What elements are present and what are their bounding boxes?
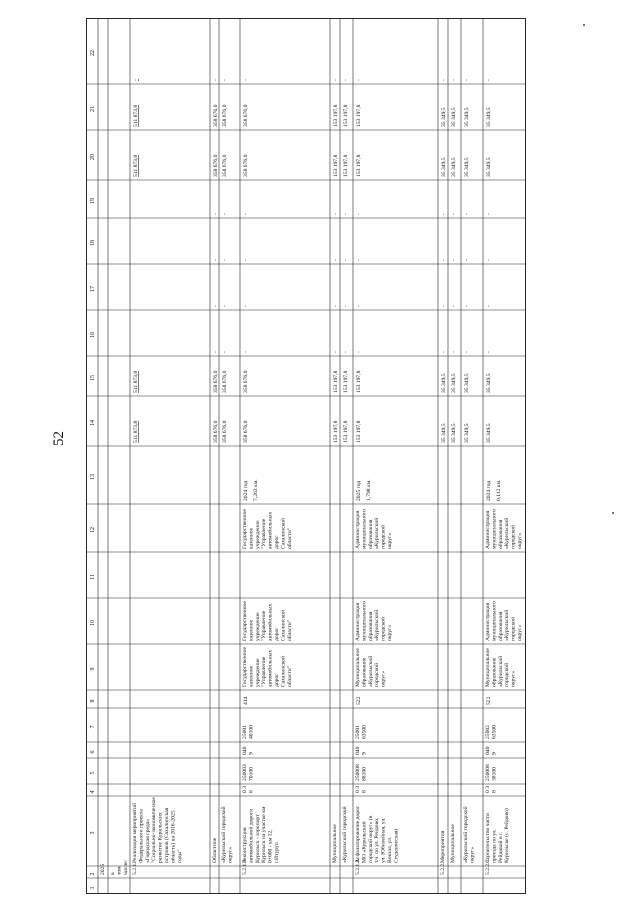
cell-c10: дорог: [274, 627, 280, 641]
cell-c3: годы": [176, 849, 183, 863]
cell-c20: 35 349,5: [486, 157, 492, 177]
column-number: 19: [90, 198, 96, 204]
cell-c7: 40100: [248, 725, 255, 739]
cell-c14: 358 676,0: [222, 420, 228, 443]
cell-c13-length: 0,112 км.: [496, 479, 502, 501]
column-number: 11: [90, 574, 96, 580]
cell-c12: автомобильных: [267, 511, 274, 549]
column-number: 17: [90, 286, 96, 292]
cell-c18: -: [222, 259, 228, 261]
budget-table: [86, 18, 526, 894]
column-number: 13: [90, 474, 96, 480]
cell-c9: образование: [491, 657, 498, 687]
cell-c17: -: [333, 305, 339, 307]
cell-c3: Курильске (с. Рейдово): [504, 808, 511, 863]
cell-c19: -: [464, 213, 470, 215]
cell-c20: 153 197,8: [343, 154, 349, 177]
column-number: 16: [90, 332, 96, 338]
cell-c10: округ»: [517, 624, 523, 641]
cell-c10: казенное: [248, 619, 255, 641]
cell-c16: -: [343, 351, 349, 353]
cell-c18: -: [451, 259, 457, 261]
cell-c15: 358 676,0: [222, 370, 228, 393]
cell-c17: -: [451, 305, 457, 307]
cell-c12: муниципального: [361, 509, 368, 549]
scan-speck: [583, 24, 585, 26]
cell-c7: 25001: [355, 725, 361, 739]
cell-c15: 153 197,8: [343, 370, 349, 393]
cell-c14: 153 197,8: [356, 420, 362, 443]
cell-c16: -: [333, 351, 339, 353]
cell-c3: «Городская среда»: [144, 819, 151, 863]
cell-c10: области": [286, 620, 293, 641]
cell-c3: Мероприятия: [440, 830, 446, 863]
cell-c12: муниципального: [491, 509, 498, 549]
cell-c13-year: 2024 год: [486, 480, 492, 501]
cell-c21: 35 349,5: [486, 107, 492, 127]
column-number: 20: [90, 154, 96, 160]
cell-c18: -: [343, 259, 349, 261]
column-number: 5: [90, 771, 96, 775]
cell-c14: 35 349,5: [451, 423, 457, 443]
cell-c17: -: [213, 305, 219, 307]
cell-c6: 9: [248, 752, 255, 755]
cell-c10: "Управление: [261, 610, 268, 641]
cell-c12: Администрация: [485, 510, 491, 549]
cell-c9: автомобильных: [267, 649, 274, 687]
cell-c22: -: [464, 79, 470, 81]
cell-c21: 358 676,0: [222, 104, 228, 127]
cell-c19: -: [243, 213, 249, 215]
cell-c12: городской: [380, 525, 387, 549]
cell-c3: Курильск - аэропорт: [254, 814, 261, 863]
column-number: 7: [90, 725, 96, 729]
column-number: 22: [90, 50, 96, 56]
cell-c9: городской: [504, 663, 511, 687]
cell-c18: -: [486, 259, 492, 261]
cell-c13-year: 2024 год: [243, 480, 249, 501]
cell-c22: -: [213, 79, 219, 81]
cell-c12: «Курильский: [374, 517, 381, 549]
cell-c9: учреждение: [254, 658, 261, 687]
cell-c9: «Курильский: [497, 655, 504, 687]
cell-c14: 35 349,5: [486, 423, 492, 443]
cell-c9: округ»: [510, 670, 517, 687]
cell-c3: г.Итуруп: [274, 842, 280, 863]
cell-c3: Муниципальное: [332, 824, 338, 863]
cell-c12: учреждение: [254, 520, 261, 549]
cell-c20: 153 197,8: [356, 154, 362, 177]
column-number: 10: [90, 620, 96, 626]
cell-c22: -: [333, 79, 339, 81]
column-number: 21: [90, 106, 96, 112]
cell-c21: 153 197,8: [333, 104, 339, 127]
cell-c17: -: [343, 305, 349, 307]
cell-c21: 35 349,5: [451, 107, 457, 127]
cell-c18: -: [356, 259, 362, 261]
cell-c3: «Курильский городской: [342, 806, 348, 863]
cell-c18: -: [333, 259, 339, 261]
cell-c2: числе:: [122, 859, 129, 875]
cell-c12: казенное: [248, 527, 255, 549]
cell-c21: 35 349,5: [441, 107, 447, 127]
cell-c4: 8: [361, 790, 368, 793]
cell-c16: -: [213, 351, 219, 353]
cell-c3: проезда по ул.: [491, 829, 498, 863]
cell-c12: «Курильский: [504, 517, 511, 549]
cell-c2: в: [110, 872, 116, 875]
cell-c3: Курильск на участке км: [261, 806, 268, 863]
cell-c16: -: [356, 351, 362, 353]
cell-c12: округ»: [517, 532, 523, 549]
cell-c16: -: [451, 351, 457, 353]
cell-c17: -: [464, 305, 470, 307]
cell-c13-length: 7,263 км.: [253, 479, 259, 501]
cell-c6: 040: [355, 746, 361, 755]
cell-c19: -: [343, 213, 349, 215]
cell-c3: Строительство части: [485, 813, 491, 863]
cell-c19: -: [441, 213, 447, 215]
cell-c3: МО «Курильский: [361, 821, 368, 863]
cell-c17: -: [356, 305, 362, 307]
cell-c4: 8: [248, 790, 255, 793]
scan-speck: [612, 512, 614, 514]
cell-c21: 358 676,0: [243, 104, 249, 127]
cell-c22: -: [486, 79, 492, 81]
cell-c3: Реализация мероприятий: [132, 803, 138, 863]
cell-c5: 250008: [485, 764, 491, 781]
cell-c20: 358 676,0: [222, 154, 228, 177]
cell-c18: -: [464, 259, 470, 261]
cell-c12: образования: [497, 519, 504, 549]
column-number: 2: [90, 872, 96, 876]
cell-c3: Реконструкция: [242, 827, 248, 863]
cell-c3: округ»: [469, 846, 476, 863]
column-number: 12: [90, 527, 96, 533]
cell-c10: образования: [497, 611, 504, 641]
cell-c2: 2025: [100, 863, 106, 875]
cell-c10: автомобильных: [267, 603, 274, 641]
cell-c22: -: [451, 79, 457, 81]
cell-c21: 35 349,5: [464, 107, 470, 127]
cell-c17: -: [486, 305, 492, 307]
cell-c10: учреждение: [254, 612, 261, 641]
cell-c2: том: [116, 866, 123, 875]
cell-c14: 511 873,8: [133, 420, 139, 443]
cell-c14: 35 349,5: [441, 423, 447, 443]
cell-c12: Государственное: [242, 508, 248, 549]
cell-c9: городской: [374, 663, 381, 687]
cell-c10: «Курильский: [504, 609, 511, 641]
cell-c8: 522: [486, 696, 492, 705]
column-number: 14: [90, 420, 96, 426]
cell-c10: муниципального: [491, 601, 498, 641]
cell-c10: городской: [380, 617, 387, 641]
cell-c3: городской округ» (в: [367, 815, 374, 863]
cell-c20: 35 349,5: [451, 157, 457, 177]
cell-c9: дорог: [274, 673, 280, 687]
column-number: 1: [90, 886, 96, 890]
cell-c7: 63500: [491, 725, 498, 739]
cell-c2: 5.2.1.1.: [242, 858, 248, 875]
cell-c19: -: [222, 213, 228, 215]
cell-c4: 0 3: [242, 786, 248, 793]
cell-c16: -: [464, 351, 470, 353]
cell-c12: Администрация: [355, 510, 361, 549]
cell-c10: муниципального: [361, 601, 368, 641]
cell-c15: 358 676,0: [213, 370, 219, 393]
cell-c13-length: 1,798 км.: [366, 479, 372, 501]
cell-c10: округ»: [387, 624, 393, 641]
cell-c2: 5.2.1.: [132, 862, 138, 875]
cell-c18: -: [243, 259, 249, 261]
cell-c20: 153 197,8: [333, 154, 339, 177]
cell-c22: -: [356, 79, 362, 81]
cell-c9: Государственное: [242, 646, 248, 687]
cell-c3: ул. Юбилейная, ул.: [380, 817, 387, 863]
cell-c5: 70100: [248, 767, 255, 781]
cell-c3: Федерального проекта: [138, 809, 145, 863]
cell-c3: т.ч. по ул. Реидово,: [374, 817, 381, 863]
cell-c3: Асфальтирование дорог: [355, 805, 361, 863]
cell-c20: 511 873,8: [133, 154, 139, 177]
cell-c9: образование: [361, 657, 368, 687]
cell-c2: 5.2.2.: [440, 862, 446, 875]
cell-c3: область) на 2016-2025: [170, 810, 177, 863]
column-number: 4: [90, 790, 96, 794]
cell-c10: городской: [510, 617, 517, 641]
column-number: 18: [90, 240, 96, 246]
cell-c16: -: [222, 351, 228, 353]
cell-c15: 153 197,8: [356, 370, 362, 393]
cell-c12: образования: [367, 519, 374, 549]
cell-c20: 35 349,5: [441, 157, 447, 177]
cell-c4: 0 3: [355, 786, 361, 793]
cell-c22: -: [441, 79, 447, 81]
cell-c12: городской: [510, 525, 517, 549]
cell-c17: -: [222, 305, 228, 307]
cell-c5: 250008: [355, 764, 361, 781]
cell-c21: 153 197,8: [343, 104, 349, 127]
cell-c15: 358 676,0: [243, 370, 249, 393]
cell-c6: 040: [485, 746, 491, 755]
cell-c10: образования: [367, 611, 374, 641]
cell-c21: 153 197,8: [356, 104, 362, 127]
cell-c3: округ»: [227, 846, 234, 863]
cell-c19: -: [333, 213, 339, 215]
cell-c21: 358 676,0: [213, 104, 219, 127]
cell-c7: 25001: [242, 725, 248, 739]
cell-c19: -: [486, 213, 492, 215]
cell-c12: дорог: [274, 535, 280, 549]
cell-c16: -: [486, 351, 492, 353]
cell-c8: 414: [243, 696, 249, 705]
cell-c6: 9: [491, 752, 498, 755]
cell-c16: -: [243, 351, 249, 353]
cell-c2: 5.2.1.2.: [355, 858, 361, 875]
cell-c22: -: [343, 79, 349, 81]
cell-c4: 0 3: [485, 786, 491, 793]
cell-c12: Сахалинской: [280, 518, 287, 549]
cell-c15: 35 349,5: [441, 373, 447, 393]
cell-c9: «Курильский: [367, 655, 374, 687]
cell-c12: области": [286, 528, 293, 549]
budget-table-grid: [86, 18, 526, 894]
cell-c19: -: [451, 213, 457, 215]
cell-c14: 153 197,8: [333, 420, 339, 443]
cell-c3: автомобильной дороги: [248, 808, 255, 863]
cell-c3: Муниципальное: [450, 824, 456, 863]
cell-c4: 8: [491, 790, 498, 793]
cell-c20: 358 676,0: [213, 154, 219, 177]
cell-c5: 250003: [242, 764, 248, 781]
cell-c12: "Управление: [261, 518, 268, 549]
cell-c3: «Курильский городской: [463, 806, 469, 863]
cell-c7: 63500: [361, 725, 368, 739]
cell-c9: области": [286, 666, 293, 687]
cell-c12: округ»: [387, 532, 393, 549]
cell-c10: Администрация: [355, 602, 361, 641]
cell-c3: Студенческая): [393, 828, 400, 863]
cell-c14: 358 676,0: [243, 420, 249, 443]
cell-c9: "Управление: [261, 656, 268, 687]
cell-c10: Администрация: [485, 602, 491, 641]
cell-c13-year: 2025 год: [356, 480, 362, 501]
cell-c14: 35 349,5: [464, 423, 470, 443]
column-number: 15: [90, 375, 96, 381]
cell-c17: -: [243, 305, 249, 307]
cell-c3: Областное: [212, 837, 218, 863]
cell-c14: 358 676,0: [213, 420, 219, 443]
cell-c3: Вокзал, ул.: [387, 836, 393, 863]
cell-c21: 511 873,8: [133, 104, 139, 127]
cell-c9: Муниципальное: [485, 648, 491, 687]
column-number: 6: [90, 750, 96, 754]
cell-c15: 511 873,8: [133, 370, 139, 393]
column-number: 9: [90, 667, 96, 671]
cell-c3: островов (Сахалинская: [164, 807, 170, 863]
cell-c15: 35 349,5: [464, 373, 470, 393]
table-border: [87, 19, 526, 894]
cell-c19: -: [356, 213, 362, 215]
cell-c17: -: [441, 305, 447, 307]
cell-c14: 153 197,8: [343, 420, 349, 443]
cell-c9: казенное: [248, 665, 255, 687]
cell-c5: 88100: [361, 767, 368, 781]
cell-c22: -: [133, 79, 139, 81]
cell-c10: Государственное: [242, 600, 248, 641]
cell-c18: -: [213, 259, 219, 261]
cell-c16: -: [441, 351, 447, 353]
cell-c20: 35 349,5: [464, 157, 470, 177]
cell-c10: «Курильский: [374, 609, 381, 641]
cell-c9: Муниципальное: [355, 648, 361, 687]
cell-c20: 358 676,0: [243, 154, 249, 177]
cell-c5: 38100: [491, 767, 498, 781]
cell-c22: -: [222, 79, 228, 81]
cell-c18: -: [441, 259, 447, 261]
cell-c3: «Курильский городской: [221, 806, 227, 863]
cell-c19: -: [213, 213, 219, 215]
cell-c15: 35 349,5: [451, 373, 457, 393]
cell-c15: 153 197,8: [333, 370, 339, 393]
cell-c7: 25002: [485, 725, 491, 739]
cell-c6: 040: [242, 746, 248, 755]
column-number: 8: [90, 699, 96, 703]
cell-c10: Сахалинской: [280, 610, 287, 641]
cell-c2: 5.2.2.1.: [485, 858, 491, 875]
cell-c9: Сахалинской: [280, 656, 287, 687]
cell-c8: 522: [356, 696, 362, 705]
page-number: 52: [51, 431, 67, 446]
cell-c3: развитие Курильских: [157, 812, 164, 863]
column-number: 3: [90, 831, 96, 835]
cell-c9: округ»: [380, 670, 387, 687]
cell-c3: Рейдовой в г.: [497, 831, 504, 863]
cell-c15: 35 349,5: [486, 373, 492, 393]
cell-c22: -: [243, 79, 249, 81]
cell-c3: "Социально-экономическое: [151, 797, 158, 863]
cell-c6: 9: [361, 752, 368, 755]
cell-c3: 0+000 - км 12,: [267, 829, 274, 863]
